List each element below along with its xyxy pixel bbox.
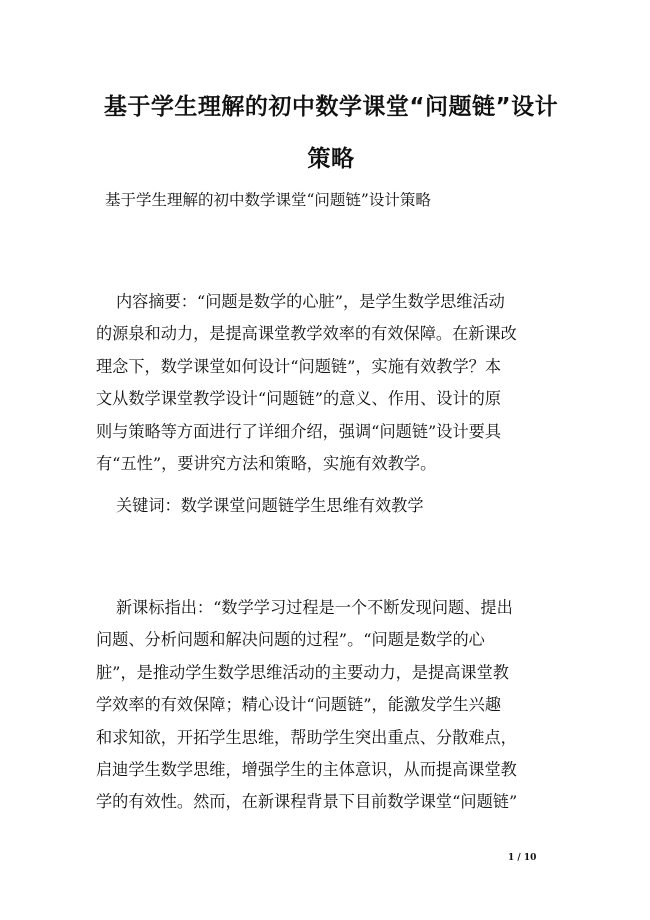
- abstract-line: 理念下，数学课堂如何设计“问题链”，实施有效教学？本: [96, 356, 502, 376]
- body-paragraph: [96, 592, 558, 819]
- body-line: 和求知欲，开拓学生思维，帮助学生突出重点、分散难点，: [96, 727, 517, 747]
- keywords-line: 关键词：数学课堂问题链学生思维有效教学: [116, 496, 424, 515]
- abstract-paragraph: [96, 286, 558, 480]
- document-title-line-2: 策略: [307, 146, 355, 172]
- body-line: 启迪学生数学思维，增强学生的主体意识，从而提高课堂教: [96, 759, 517, 779]
- abstract-line: 文从数学课堂教学设计“问题链”的意义、作用、设计的原: [96, 389, 502, 409]
- keywords-paragraph: [96, 490, 558, 522]
- document-subtitle: 基于学生理解的初中数学课堂“问题链”设计策略: [105, 191, 431, 209]
- body-line: 问题、分析问题和解决问题的过程”。“问题是数学的心: [96, 630, 485, 650]
- body-line: 新课标指出：“数学学习过程是一个不断发现问题、提出: [116, 598, 513, 617]
- page-number: 1 / 10: [508, 853, 537, 863]
- body-line: 学的有效性。然而，在新课程背景下目前数学课堂“问题链”: [96, 792, 518, 812]
- abstract-line: 的源泉和动力，是提高课堂教学效率的有效保障。在新课改: [96, 324, 517, 344]
- abstract-line: 则与策略等方面进行了详细介绍，强调“问题链”设计要具: [96, 421, 502, 441]
- body-line: 学效率的有效保障；精心设计“问题链”，能激发学生兴趣: [96, 695, 502, 715]
- body-line: 脏”，是推动学生数学思维活动的主要动力，是提高课堂教: [96, 662, 509, 682]
- abstract-line: 内容摘要：“问题是数学的心脏”，是学生数学思维活动: [116, 292, 505, 311]
- abstract-line: 有“五性”，要讲究方法和策略，实施有效教学。: [96, 453, 437, 473]
- document-title-line-1: 基于学生理解的初中数学课堂“问题链”设计: [103, 94, 559, 120]
